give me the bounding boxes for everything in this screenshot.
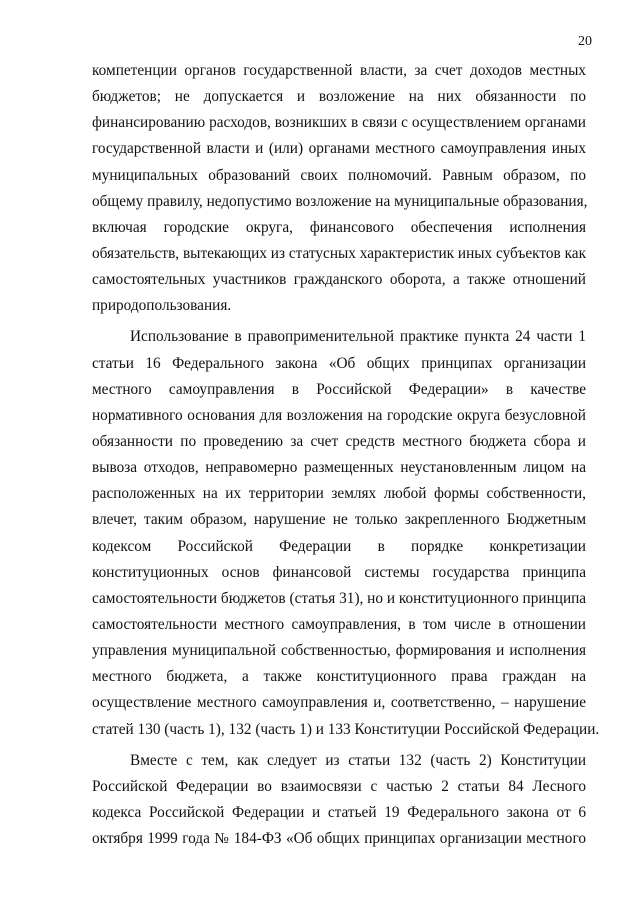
- text-line: местного бюджета, а также конституционного права граждан на: [92, 668, 586, 686]
- text-line: осуществление местного самоуправления и, соответственно, – нарушение: [92, 694, 586, 712]
- paragraph: [92, 58, 586, 319]
- text-line: компетенции органов государственной власти, за счет доходов местных: [92, 62, 586, 79]
- text-line: муниципальных образований своих полномочий. Равным образом, по: [92, 166, 586, 184]
- text-line: Использование в правоприменительной практике пункта 24 части 1: [130, 328, 586, 346]
- text-line: статей 130 (часть 1), 132 (часть 1) и 133 Конституции Российской Федерации.: [92, 720, 600, 738]
- text-line: самостоятельности бюджетов (статья 31), но и конституционного принципа: [92, 589, 587, 607]
- text-line: государственной власти и (или) органами местного самоуправления иных: [92, 140, 586, 158]
- document-body: [92, 58, 600, 852]
- paragraph: [92, 324, 600, 742]
- text-line: обязательств, вытекающих из статусных характеристик иных субъектов как: [92, 244, 586, 262]
- text-line: включая городские округа, финансового обеспечения исполнения: [92, 218, 586, 236]
- text-line: кодексом Российской Федерации в порядке конкретизации: [92, 537, 586, 555]
- page-number: 20: [578, 34, 592, 49]
- text-line: самостоятельности местного самоуправления, в том числе в отношении: [92, 615, 586, 633]
- text-line: влечет, таким образом, нарушение не только закрепленного Бюджетным: [92, 511, 586, 529]
- text-line: общему правилу, недопустимо возложение на муниципальные образования,: [92, 192, 588, 210]
- text-line: Российской Федерации во взаимосвязи с частью 2 статьи 84 Лесного: [92, 777, 586, 795]
- text-line: местного самоуправления в Российской Федерации» в качестве: [92, 380, 586, 398]
- text-line: расположенных на их территории землях любой формы собственности,: [92, 485, 586, 503]
- text-line: бюджетов; не допускается и возложение на них обязанности по: [92, 88, 586, 106]
- text-line: нормативного основания для возложения на городские округа безусловной: [92, 406, 586, 424]
- text-line: конституционных основ финансовой системы государства принципа: [92, 563, 586, 581]
- text-line: самостоятельных участников гражданского оборота, а также отношений: [92, 271, 586, 289]
- text-line: природопользования.: [92, 297, 232, 315]
- text-line: Вместе с тем, как следует из статьи 132 (часть 2) Конституции: [130, 751, 586, 769]
- text-line: обязанности по проведению за счет средств местного бюджета сбора и: [92, 432, 586, 450]
- text-line: управления муниципальной собственностью, формирования и исполнения: [92, 642, 586, 660]
- text-line: статьи 16 Федерального закона «Об общих принципах организации: [92, 354, 586, 372]
- text-line: финансированию расходов, возникших в связи с осуществлением органами: [92, 114, 586, 132]
- text-line: кодекса Российской Федерации и статьей 19 Федерального закона от 6: [92, 803, 586, 821]
- text-line: октября 1999 года № 184-ФЗ «Об общих принципах организации местного: [92, 830, 586, 848]
- text-line: вывоза отходов, неправомерно размещенных неустановленным лицом на: [92, 459, 586, 477]
- paragraph: [92, 748, 586, 853]
